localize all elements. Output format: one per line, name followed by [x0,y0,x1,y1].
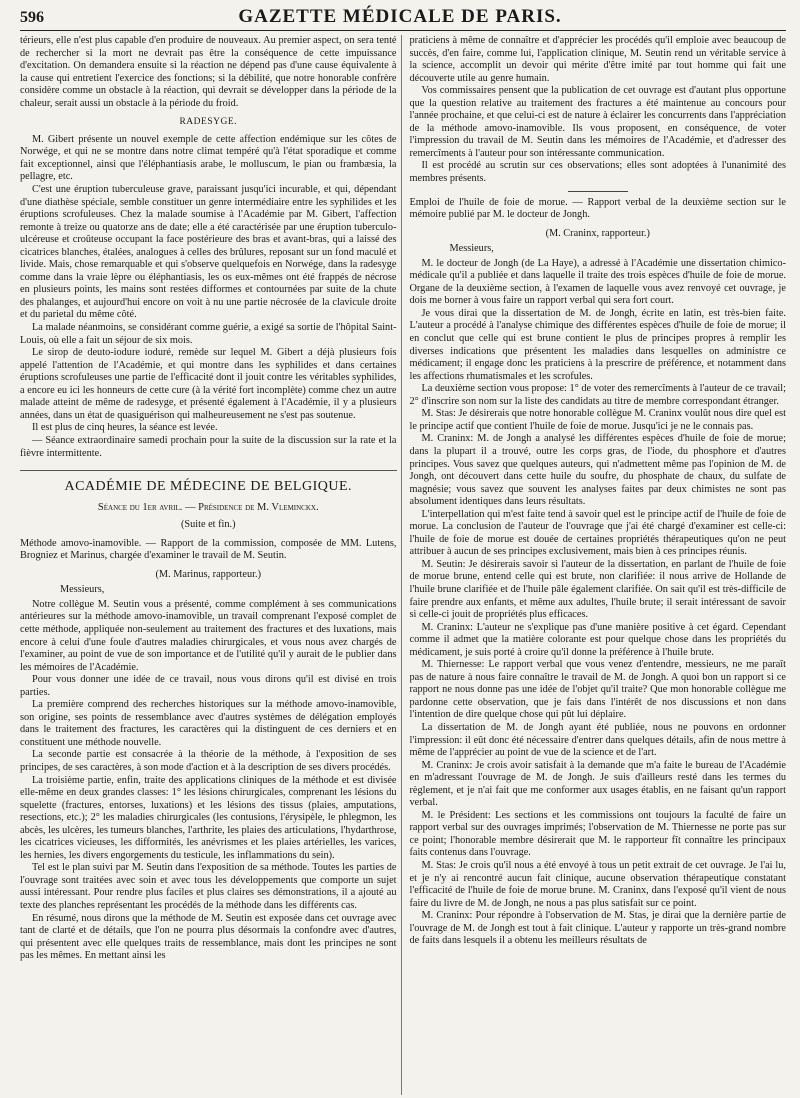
rapporteur-line: (M. Marinus, rapporteur.) [155,568,262,580]
paragraph: La première comprend des recherches historiques sur la méthode amovo-inamovible, son origine, ses points de ressemblance avec d'autres systèmes de délégation employés dans le traitement des fractures, les caractères qui la distinguent de ces derniers et en constituent une méthode nouvelle. [20,699,397,748]
paragraph: M. le Président: Les sections et les commissions ont toujours la faculté de faire un rapport verbal sur des ouvrages imprimés; l'observation de M. Thiernesse ne porte pas sur ce point; l'honorable membre désirerait que M. le rapporteur fît connaître les principaux faits contenus dans l'ouvrage. [409,809,786,859]
paragraph: Tel est le plan suivi par M. Seutin dans l'exposition de sa méthode. Toutes les parties de l'ouvrage sont traitées avec soin et avec tous les développements que comporte un sujet aussi intéressant. Pour rendre plus faciles et plus claires ses démonstrations, il a ajouté au texte des planches représentant les procédés de la méthode dans les différents cas. [20,862,397,911]
columns [20,35,786,1095]
paragraph: La deuxième section vous propose: 1° de voter des remercîments à l'auteur de ce travail; 2° d'inscrire son nom sur la liste des candidats au titre de membre correspondant étranger. [409,383,786,407]
section-divider [568,191,628,192]
academy-title: ACADÉMIE DE MÉDECINE DE BELGIQUE. [20,470,397,494]
section-heading-radesyge: RADESYGE. [179,117,238,128]
paragraph: L'interpellation qui m'est faite tend à savoir quel est le principe actif de l'huile de foie de morue. La conclusion de l'auteur de l'ouvrage que j'ai été chargé d'examiner est celle-ci: l'huile de foie de morue est douée de certaines propriétés thérapeutiques qu'on ne peut attribuer à aucun de ses principes exclusivement, mais bien à ces principes réunis. [409,508,786,558]
paragraph: Il est procédé au scrutin sur ces observations; elles sont adoptées à l'unanimité des membres présents. [409,160,786,185]
paragraph: M. Gibert présente un nouvel exemple de cette affection endémique sur les côtes de Norwége, et qui ne se montre dans notre climat tempéré qu'à l'état sporadique et comme fait exceptionnel, ainsi que l'éléphantiasis arabe, le molluscum, le pian ou frambæsia, la pellagre, etc. [20,133,397,183]
paragraph: M. Craninx: M. de Jongh a analysé les différentes espèces d'huile de foie de morue; dans la plupart il a trouvé, outre les corps gras, de l'iode, du phosphore et d'autres principes. Vous savez que quelques auteurs, qui n'admettent même pas l'opinion de M. de Jongh, ont découvert dans cette huile du soufre, du phosphate de chaux, du sulfate de magnésie; vous savez que souvent les analyses faites par deux chimistes ne sont pas absolument identiques dans leurs résultats. [409,433,786,508]
paragraph: M. Craninx: Pour répondre à l'observation de M. Stas, je dirai que la dernière partie de l'ouvrage de M. de Jongh est tout à fait clinique. L'auteur y rapporte un très-grand nombre de faits dans lesquels il a obtenu les meilleurs résultats de [409,910,786,947]
paragraph: Il est plus de cinq heures, la séance est levée. [32,422,218,434]
paragraph: Pour vous donner une idée de ce travail, nous vous dirons qu'il est divisé en trois parties. [20,674,397,698]
rapporteur-line: (M. Craninx, rapporteur.) [545,227,650,239]
paragraph: La troisième partie, enfin, traite des applications cliniques de la méthode et est divisée elle-même en deux grandes classes: 1° les lésions chirurgicales, comprenant les lésions du squelette (fractures, entorses, luxations) et les lésions des tissus (plaies, amputations, resections, etc.); 2° les maladies chirurgicales (les contusions, l'érysipèle, le phlegmon, les abcès, les ulcères, les tumeurs blanches, l'arthrite, les plaies des articulations, l'hydarthrose, les cicatrices vicieuses, les difformités, les anévrismes et les plaies artérielles, les varices, les hernies, les divers engorgements du testicule, les inflammations du sein). [20,774,397,861]
paragraph: La seconde partie est consacrée à la théorie de la méthode, à l'exposition de ses principes, de ses caractères, à son mode d'action et à la description de ses divers procédés. [20,749,397,773]
paragraph: La dissertation de M. de Jongh ayant été publiée, nous ne pouvons en ordonner l'impression: il eût donc été nécessaire d'entrer dans quelques détails, afin de nous mettre à même de l'apprécier au point de vue de la science et de l'art. [409,721,786,759]
paragraph: M. Craninx: Je crois avoir satisfait à la demande que m'a faite le bureau de l'Académie en m'adressant l'ouvrage de M. de Jongh. Je suis d'ailleurs resté dans les termes du règlement, et je n'ai fait que me conformer aux usages établis, en ne faisant qu'un rapport verbal. [409,759,786,809]
paragraph: En résumé, nous dirons que la méthode de M. Seutin est exposée dans cet ouvrage avec tant de clarté et de détails, que l'on ne pourra plus désormais la confondre avec d'autres, qui présentent avec elle quelques traits de ressemblance, mais dont les principes ne sont pas les mêmes. En mettant ainsi les [20,912,397,962]
journal-title: GAZETTE MÉDICALE DE PARIS. [238,6,562,27]
paragraph: M. Seutin: Je désirerais savoir si l'auteur de la dissertation, en parlant de l'huile de foie de morue brune, entend celle qui est brute, non clarifiée: il nous arrive de Hollande de l'huile brune clarifiée et de l'huile pâle également clarifiée. On sait qu'il est très-difficile de faire prendre aux enfants, et même aux adultes, l'huile brute; il serait intéressant de savoir si celle-ci jouit de propriétés plus efficaces. [409,558,786,621]
suite-line: (Suite et fin.) [180,519,236,531]
salutation: Messieurs, [449,243,494,255]
paragraph: M. le docteur de Jongh (de La Haye), a adressé à l'Académie une dissertation chimico-médicale qu'il a publiée et dans laquelle il traite des trois espèces d'huile de foie de morue. Organe de la deuxième section, à l'examen de laquelle vous avez renvoyé cet ouvrage, je dois me borner à vous faire un rapport verbal qui sera fort court. [409,257,786,307]
page-header [20,6,786,31]
paragraph: Je vous dirai que la dissertation de M. de Jongh, écrite en latin, est très-bien faite. L'auteur a procédé à l'analyse chimique des différentes espèces d'huile de foie de morue; il en conclut que celle qui est brune contient le plus de principes propres à remplir les diverses indications que présentent les maladies dans lesquelles on administre ce médicament; il engage donc les praticiens à la prescrire de préférence, et notamment dans les affections rhumatismales et les scrofules. [409,307,786,382]
right-column [402,35,787,1095]
paragraph: M. Thiernesse: Le rapport verbal que vous venez d'entendre, messieurs, ne me paraît pas de nature à nous faire connaître le travail de M. de Jongh. A quoi bon un rapport si ce rapport ne nous donne pas une idée de l'objet qu'il traite? Que mon honorable collègue me pardonne cette observation, que je fais dans l'intérêt de nos discussions et non dans l'intention de dire quelque chose qui pût lui déplaire. [409,659,786,721]
paragraph: La malade néanmoins, se considérant comme guérie, a exigé sa sortie de l'hôpital Saint-Louis, où elle a fait un séjour de six mois. [20,322,397,346]
topic-paragraph: Emploi de l'huile de foie de morue. — Rapport verbal de la deuxième section sur le mémoire publié par M. le docteur de Jongh. [409,196,786,221]
paragraph: C'est une éruption tuberculeuse grave, paraissant jusqu'ici incurable, et qui, dépendant d'une diathèse spéciale, semble constituer un genre intermédiaire entre les syphilides et les éruptions scrofuleuses. Chez la malade soumise à l'Académie par M. Gibert, l'affection remonte à treize ou quatorze ans de date; elle a été caractérisée par une éruption tuberculo-ulcéreuse et croûteuse occupant la face postérieure des bras et avant-bras, qui a laissé des cicatrices blanches, étalées, analogues à celles des brûlures, reposant sur un fond maculé et livide. Mais, chose remarquable et qui s'observe quelquefois en Norwége, dans la radesyge comme dans la vraie lèpre ou éléphantiasis, les os eux-mêmes ont été frappés de nécrose en plusieurs points, les mains sont restées difformes et contournées par suite de la chute des phalanges, et aujourd'hui encore on voit à nu une partie nécrosée de la clavicule droite et du parietal du même côté. [20,184,397,321]
paragraph: térieurs, elle n'est plus capable d'en produire de nouveaux. Au premier aspect, on sera tenté de rechercher si la mort ne devrait pas être la conséquence de cette impuissance d'excitation. On demandera ensuite si la réaction ne dépend pas d'une cause équivalente à la cause qui entretient l'exercice des fonctions; si la débilité, que notre honorable confrère considère comme un obstacle à la réaction, qui devrait se développer dans la période de la chaleur, serait aussi un obstacle à la période du froid. [20,35,397,109]
paragraph: — Séance extraordinaire samedi prochain pour la suite de la discussion sur la rate et la fièvre intermittente. [20,434,397,459]
paragraph: M. Stas: Je désirerais que notre honorable collègue M. Craninx voulût nous dire quel est le principe actif que contient l'huile de foie de morue. Jusqu'ici je ne le connais pas. [409,408,786,432]
topic-paragraph: Méthode amovo-inamovible. — Rapport de la commission, composée de MM. Lutens, Brogniez et Marinus, chargée d'examiner le travail de M. Seutin. [20,537,397,562]
paragraph: Vos commissaires pensent que la publication de cet ouvrage est d'autant plus opportune que la question relative au traitement des fractures a été maintenue au concours pour l'année prochaine, et que celui-ci est de nature à éclairer les concurrents dans l'appréciation de la méthode amovo-inamovible. Ils vous proposent, en conséquence, de voter l'impression du travail de M. Seutin dans les mémoires de l'Académie, et d'adresser des remercîments à l'auteur pour son intéressante communication. [409,85,786,159]
salutation: Messieurs, [60,584,105,596]
left-column [20,35,402,1095]
paragraph: Notre collègue M. Seutin vous a présenté, comme complément à ses communications antérieures sur la méthode amovo-inamovible, un travail comprenant l'exposé complet de cette méthode, appliquée non-seulement au traitement des fractures et des luxations, mais encore à celui d'une foule d'autres maladies chirurgicales, et vous nous avez chargés de l'examiner, au point de vue de son importance et de l'utilité qu'il y aurait de le publier dans les mémoires de l'Académie. [20,598,397,673]
paragraph: M. Craninx: L'auteur ne s'explique pas d'une manière positive à cet égard. Cependant comme il admet que la matière colorante est pour quelque chose dans les propriétés du médicament, je suis porté à croire qu'il donne la préférence à l'huile brute. [409,621,786,658]
paragraph: praticiens à même de connaître et d'apprécier les procédés qu'il emploie avec beaucoup de succès, d'en faire, comme lui, l'application clinique, M. Seutin rend un véritable service à la science, accomplit un devoir qui mérite d'être imité par tout homme qui fait une découverte utile au genre humain. [409,35,786,84]
seance-line: Séance du 1er avril. — Présidence de M. Vleminckx. [97,501,319,513]
page-number: 596 [20,9,44,26]
paragraph: M. Stas: Je crois qu'il nous a été envoyé à tous un petit extrait de cet ouvrage. Je l'ai lu, et je n'y ai rencontré aucun fait clinique, aucune observation thérapeutique constatant l'efficacité de l'huile de foie de morue brune. M. Craninx, dans l'exposé qu'il vient de nous faire du livre de M. de Jongh, ne nous a pas plus satisfait sur ce point. [409,860,786,909]
paragraph: Le sirop de deuto-iodure ioduré, remède sur lequel M. Gibert a déjà plusieurs fois appelé l'attention de l'Académie, et qui montre dans les syphilides et dans certaines éruptions scrofuleuses une partie de l'efficacité dont il jouit contre les véritables syphilides, a encore eu ici les honneurs de cette cure (à la vérité fort incomplète) comme chez un autre malade atteint de même de radesyge, et présenté également à l'Académie, il y a plusieurs années, dans un état de quasiguérison qui malheureusement ne s'est pas soutenue. [20,347,397,421]
